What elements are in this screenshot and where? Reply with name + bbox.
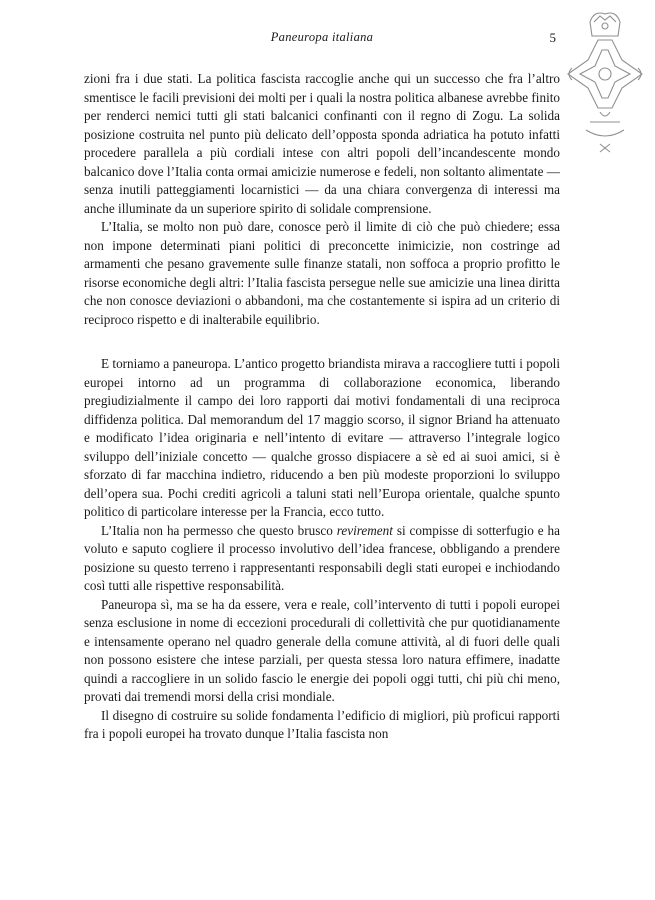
running-title: Paneuropa italiana — [270, 30, 374, 44]
paragraph-4-italic-term: revirement — [336, 522, 393, 538]
paragraph-4-text-a: L’Italia non ha permesso che questo brusco — [101, 522, 337, 538]
paragraph-4 — [84, 522, 560, 596]
library-stamp-icon — [560, 4, 650, 164]
page-header — [84, 30, 560, 50]
paragraph-5: Paneuropa sì, ma se ha da essere, vera e reale, coll’intervento di tutti i popoli europei senza esclusione in nome di eccezioni procedurali di collettività che pur quotidianamente e intensamente operano nel quadro generale della comune attività, al di fuori delle quali non possono esistere che intese parziali, per questa stessa loro natura effimere, inadatte quindi a raccogliere in un solido fascio le energie dei popoli oggi tutti, chi più chi meno, provati dai tremendi morsi della crisi mondiale. — [84, 596, 560, 704]
paragraph-6: Il disegno di costruire su solide fondamenta l’edificio di migliori, più proficui rapporti fra i popoli europei ha trovato dunque l’Italia fascista non — [84, 707, 560, 741]
paragraph-4-text-b: si compisse di sotterfugio e ha voluto e saputo cogliere il processo involutivo dell’idea francese, obbligando a prendere posizione su questo terreno i rappresentanti responsabili degli stati europei e inchiodando così tutti alle rispettive responsabilità. — [84, 522, 561, 593]
paragraph-2: L’Italia, se molto non può dare, conosce però il limite di ciò che può chiedere; essa non impone determinati piani politici di preconcette inimicizie, non costringe ad armamenti che pesano gravemente sulle finanze statali, non soffoca a proprio profitto le risorse economiche degli altri: l’Italia fascista persegue nelle sue amicizie una linea diritta che non conosce deviazioni o abbandoni, ma che costantemente si ispira ad un criterio di reciproco rispetto e di inalterabile equilibrio. — [84, 219, 560, 327]
paragraph-1: zioni fra i due stati. La politica fascista raccoglie anche qui un successo che fra l’altro smentisce le facili previsioni dei molti per i quali la nostra politica albanese avrebbe finito per renderci nemici tutti gli stati balcanici confinanti con il regno di Zogu. La solida posizione costruita nel punto più delicato dell’opposta sponda adriatica ha potuto infatti procedere parallela a più cordiali intese con altri popoli dell’incandescente mondo balcanico dove l’Italia conta ormai amicizie numerose e fedeli, non soltanto alimentate — senza inutili patteggiamenti locarnistici — da una chiara convergenza di interessi ma anche illuminate da un superiore spirito di solidale comprensione. — [84, 71, 560, 216]
paragraph-3: E torniamo a paneuropa. L’antico progetto briandista mirava a raccogliere tutti i popoli europei intorno ad un programma di collaborazione economica, liberando pregiudizialmente il campo dei loro rapporti dai motivi fondamentali di una reciproca diffidenza politica. Dal memorandum del 17 maggio scorso, il signor Briand ha attenuato e modificato l’idea originaria e nell’intento di evitare — attraverso l’integrale logico sviluppo dell’iniziale concetto — qualche grosso dispiacere a sè ed ai suoi amici, si è sforzato di far macchina indietro, riducendo a ben più modeste proporzioni lo sviluppo dell’opera sua. Pochi crediti agricoli a taluni stati nell’Europa orientale, qualche spunto politico di particolare interesse per la Francia, ecco tutto. — [84, 356, 560, 519]
page-number: 5 — [549, 30, 556, 45]
article-body — [84, 70, 560, 744]
